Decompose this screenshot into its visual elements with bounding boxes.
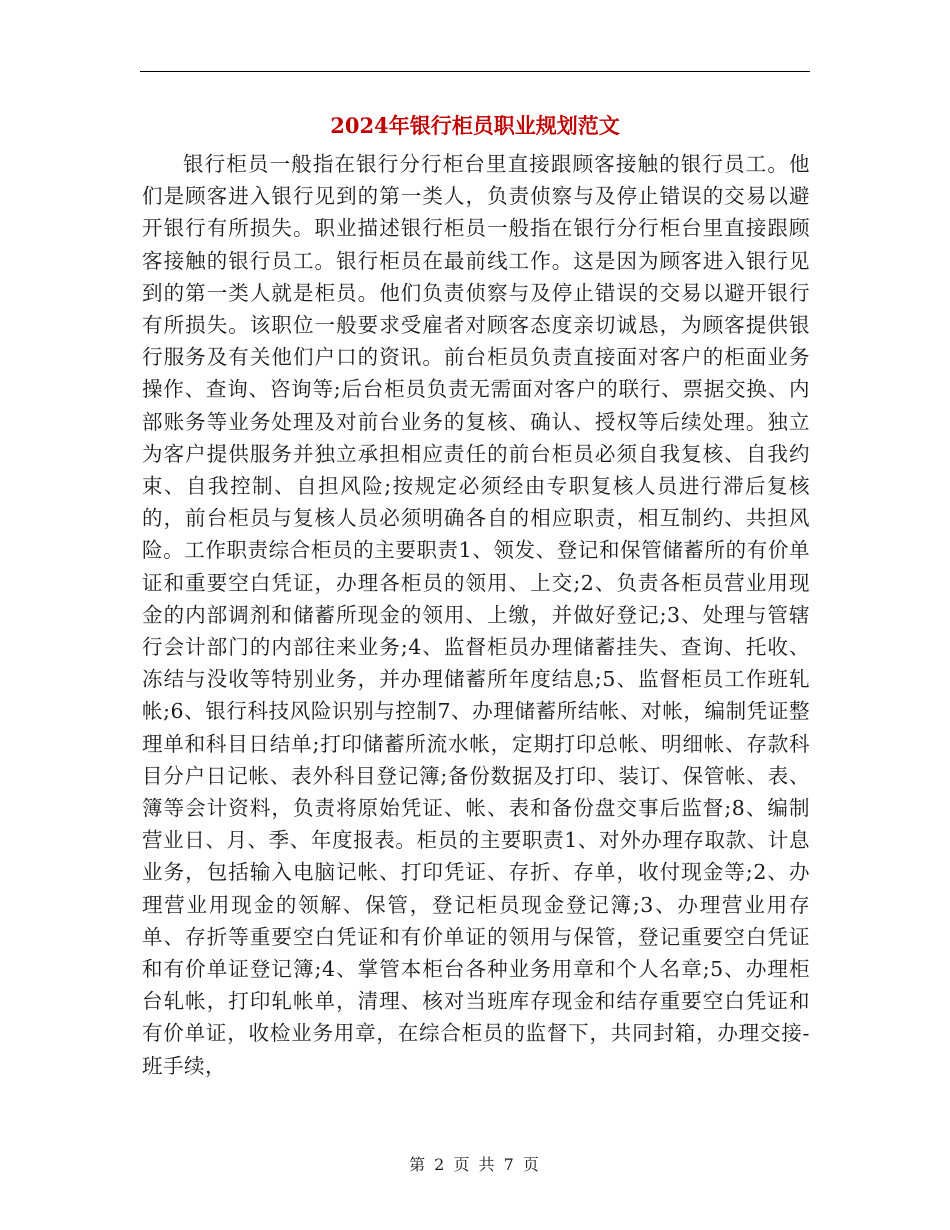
header-rule — [140, 71, 810, 72]
document-title: 2024年银行柜员职业规划范文 — [330, 113, 620, 138]
document-body: 银行柜员一般指在银行分行柜台里直接跟顾客接触的银行员工。他们是顾客进入银行见到的第一类人，负责侦察与及停止错误的交易以避开银行有所损失。职业描述银行柜员一般指在银行分行柜台里直接跟顾客接触的银行员工。银行柜员在最前线工作。这是因为顾客进入银行见到的第一类人就是柜员。他们负责侦察与及停止错误的交易以避开银行有所损失。该职位一般要求受雇者对顾客态度亲切诚恳，为顾客提供银行服务及有关他们户口的资讯。前台柜员负责直接面对客户的柜面业务操作、查询、咨询等;后台柜员负责无需面对客户的联行、票据交换、内部账务等业务处理及对前台业务的复核、确认、授权等后续处理。独立为客户提供服务并独立承担相应责任的前台柜员必须自我复核、自我约束、自我控制、自担风险;按规定必须经由专职复核人员进行滞后复核的，前台柜员与复核人员必须明确各自的相应职责，相互制约、共担风险。工作职责综合柜员的主要职责1、领发、登记和保管储蓄所的有价单证和重要空白凭证，办理各柜员的领用、上交;2、负责各柜员营业用现金的内部调剂和储蓄所现金的领用、上缴，并做好登记;3、处理与管辖行会计部门的内部往来业务;4、监督柜员办理储蓄挂失、查询、托收、冻结与没收等特别业务，并办理储蓄所年度结息;5、监督柜员工作班轧帐;6、银行科技风险识别与控制7、办理储蓄所结帐、对帐，编制凭证整理单和科目日结单;打印储蓄所流水帐，定期打印总帐、明细帐、存款科目分户日记帐、表外科目登记簿;备份数据及打印、装订、保管帐、表、簿等会计资料，负责将原始凭证、帐、表和备份盘交事后监督;8、编制营业日、月、季、年度报表。柜员的主要职责1、对外办理存取款、计息业务，包括输入电脑记帐、打印凭证、存折、存单，收付现金等;2、办理营业用现金的领解、保管，登记柜员现金登记簿;3、办理营业用存单、存折等重要空白凭证和有价单证的领用与保管，登记重要空白凭证和有价单证登记簿;4、掌管本柜台各种业务用章和个人名章;5、办理柜台轧帐，打印轧帐单，清理、核对当班库存现金和结存重要空白凭证和有价单证，收检业务用章，在综合柜员的监督下，共同封箱，办理交接-班手续， — [142, 152, 810, 1078]
page-number: 第 2 页 共 7 页 — [409, 1155, 541, 1174]
